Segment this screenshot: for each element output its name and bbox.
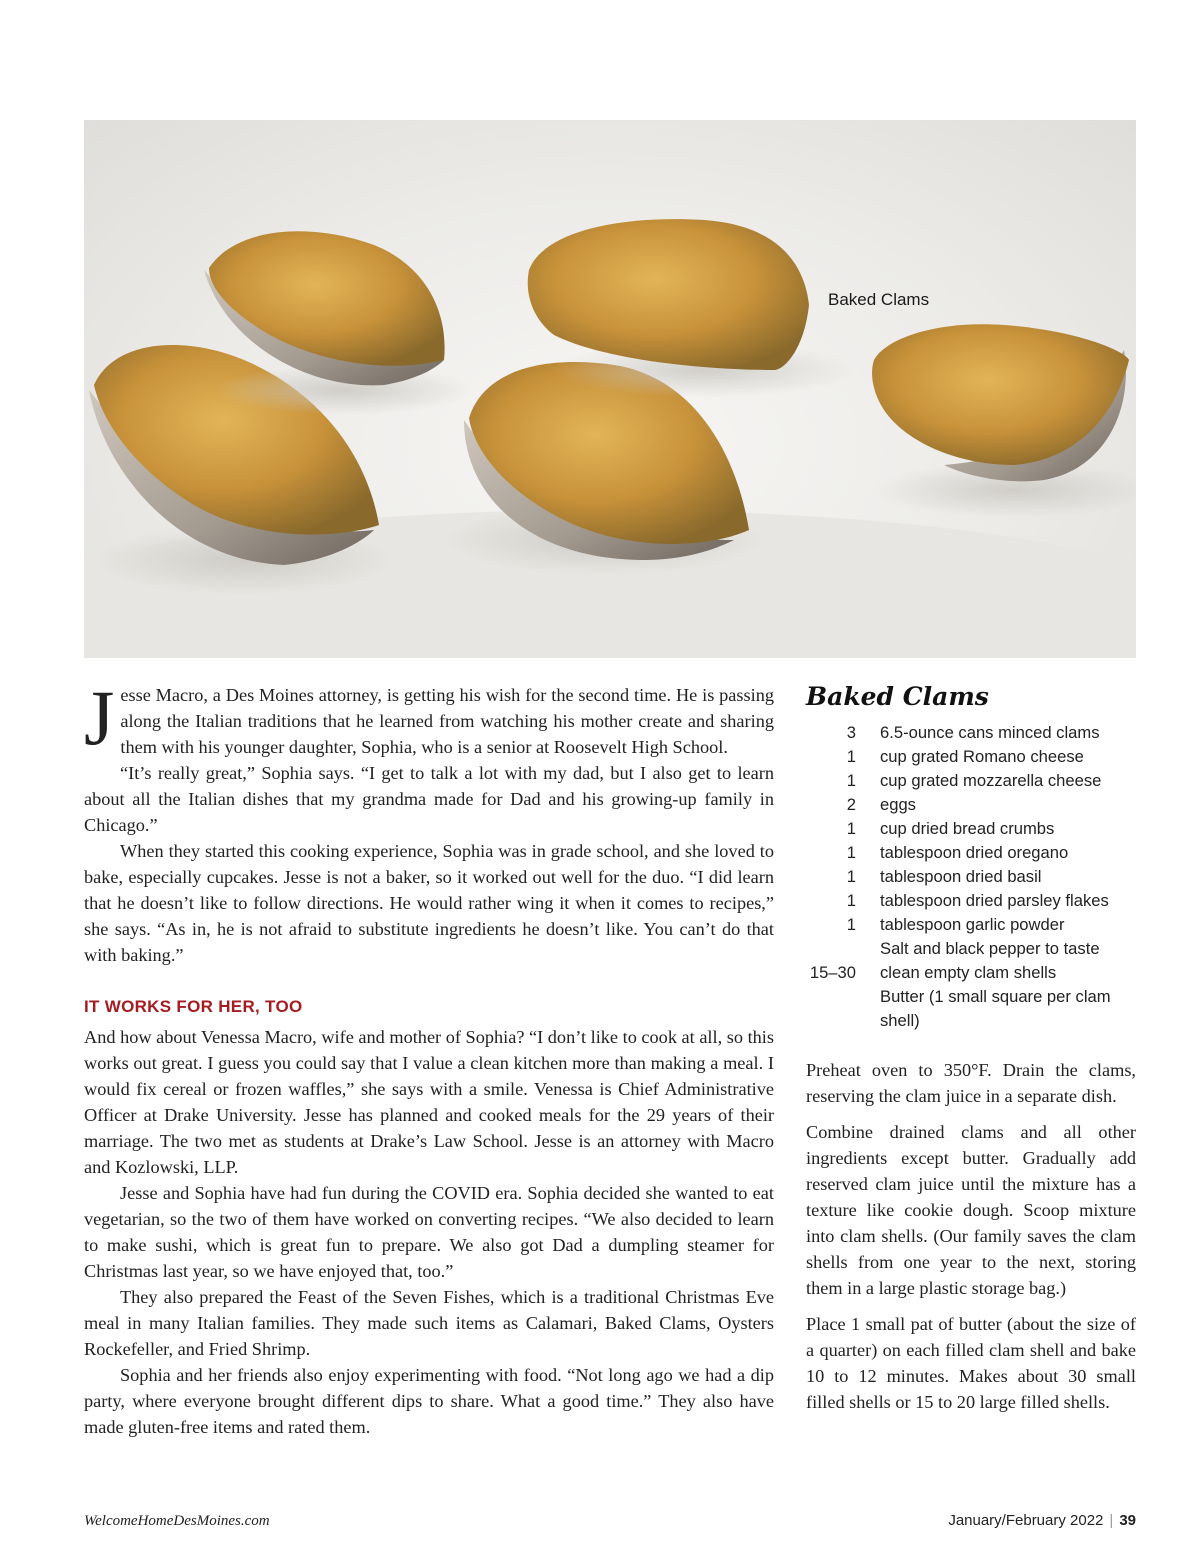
page-number: 39 [1119,1512,1136,1529]
ingredient-text: cup grated Romano cheese [880,747,1084,766]
ingredient-row [806,937,1136,961]
ingredient-row [806,889,1136,913]
ingredient-text: tablespoon dried parsley flakes [880,891,1109,910]
ingredient-row [806,769,1136,793]
ingredient-row [806,721,1136,745]
recipe-title: Baked Clams [806,682,989,711]
ingredient-qty: 2 [846,795,856,814]
article-paragraph: They also prepared the Feast of the Seven Fishes, which is a traditional Christmas Eve meal in many Italian families. They made such items as Calamari, Baked Clams, Oysters Rockefeller, and Fried Shrimp. [84,1287,774,1359]
ingredient-text: cup grated mozzarella cheese [880,771,1102,790]
article-paragraph: Jesse and Sophia have had fun during the COVID era. Sophia decided she wanted to eat vegetarian, so the two of them have worked on converting recipes. “We also decided to learn to make sushi, which is great fun to prepare. We also got Dad a dumpling steamer for Christmas last year, so we have enjoyed that, too.” [84,1183,774,1281]
section-subhead: IT WORKS FOR HER, TOO [84,997,303,1016]
ingredient-row [806,817,1136,841]
ingredient-qty [806,985,880,1033]
ingredient-row [806,793,1136,817]
ingredient-qty: 15–30 [809,963,856,982]
ingredient-qty [806,937,880,961]
article-paragraph: When they started this cooking experience, Sophia was in grade school, and she loved to bake, especially cupcakes. Jesse is not a baker, so it worked out well for the duo. “I did learn that he doesn’t like to follow directions. He would rather wing it when it comes to recipes,” she says. “As in, he is not afraid to substitute ingredients he doesn’t like. You can’t do that with baking.” [84,841,774,965]
article-paragraph: And how about Venessa Macro, wife and mother of Sophia? “I don’t like to cook at all, so this works out great. I guess you could say that I value a clean kitchen more than making a meal. I would fix cereal or frozen waffles,” she says with a smile. Venessa is Chief Administrative Officer at Drake University. Jesse has planned and cooked meals for the 29 years of their marriage. The two met as students at Drake’s Law School. Jesse is an attorney with Macro and Kozlowski, LLP. [84,1027,774,1177]
footer-website: WelcomeHomeDesMoines.com [84,1513,270,1529]
recipe-sidebar [806,682,1136,1425]
ingredient-qty: 1 [846,819,856,838]
ingredient-qty: 1 [846,771,856,790]
ingredient-text: Butter (1 small square per clam shell) [880,987,1111,1030]
ingredient-qty: 1 [846,915,856,934]
clams-illustration [84,120,1136,658]
ingredient-text: tablespoon dried oregano [880,843,1069,862]
footer-issue [948,1512,1136,1529]
ingredient-text: tablespoon dried basil [880,867,1042,886]
article-paragraph: “It’s really great,” Sophia says. “I get to talk a lot with my dad, but I also get to learn about all the Italian dishes that my grandma made for Dad and his growing-up family in Chicago.” [84,763,774,835]
ingredient-qty: 3 [846,723,856,742]
ingredient-list [806,721,1136,1033]
direction-step: Combine drained clams and all other ingredients except butter. Gradually add reserved clam juice until the mixture has a texture like cookie dough. Scoop mixture into clam shells. (Our family saves the clam shells from one year to the next, storing them in a large plastic storage bag.) [806,1122,1136,1298]
ingredient-row [806,841,1136,865]
ingredient-qty: 1 [846,891,856,910]
article-paragraph: Jesse Macro, a Des Moines attorney, is getting his wish for the second time. He is passing along the Italian traditions that he learned from watching his mother create and sharing them with his younger daughter, Sophia, who is a senior at Roosevelt High School. [84,674,774,761]
footer-separator: | [1109,1512,1114,1529]
ingredient-row [806,961,1136,985]
direction-step: Place 1 small pat of butter (about the size of a quarter) on each filled clam shell and bake 10 to 12 minutes. Makes about 30 small filled shells or 15 to 20 large filled shells. [806,1314,1136,1412]
ingredient-text: clean empty clam shells [880,963,1057,982]
photo-caption: Baked Clams [828,290,930,309]
article-paragraph: Sophia and her friends also enjoy experimenting with food. “Not long ago we had a dip party, where everyone brought different dips to share. What a good time.” They also have made gluten-free items and rated them. [84,1365,774,1437]
direction-step: Preheat oven to 350°F. Drain the clams, reserving the clam juice in a separate dish. [806,1060,1136,1106]
ingredient-row [806,865,1136,889]
drop-cap: J [84,674,115,761]
recipe-directions [806,1057,1136,1415]
ingredient-row [806,913,1136,937]
ingredient-qty: 1 [846,867,856,886]
baked-clams-photo [84,120,1136,658]
ingredient-text: 6.5-ounce cans minced clams [880,723,1100,742]
ingredient-text: tablespoon garlic powder [880,915,1065,934]
ingredient-text: Salt and black pepper to taste [880,939,1100,958]
ingredient-qty: 1 [846,843,856,862]
ingredient-row [806,985,1136,1033]
issue-date: January/February 2022 [948,1512,1104,1529]
ingredient-text: eggs [880,795,916,814]
article-body [84,674,774,1440]
ingredient-row [806,745,1136,769]
ingredient-qty: 1 [846,747,856,766]
ingredient-text: cup dried bread crumbs [880,819,1055,838]
